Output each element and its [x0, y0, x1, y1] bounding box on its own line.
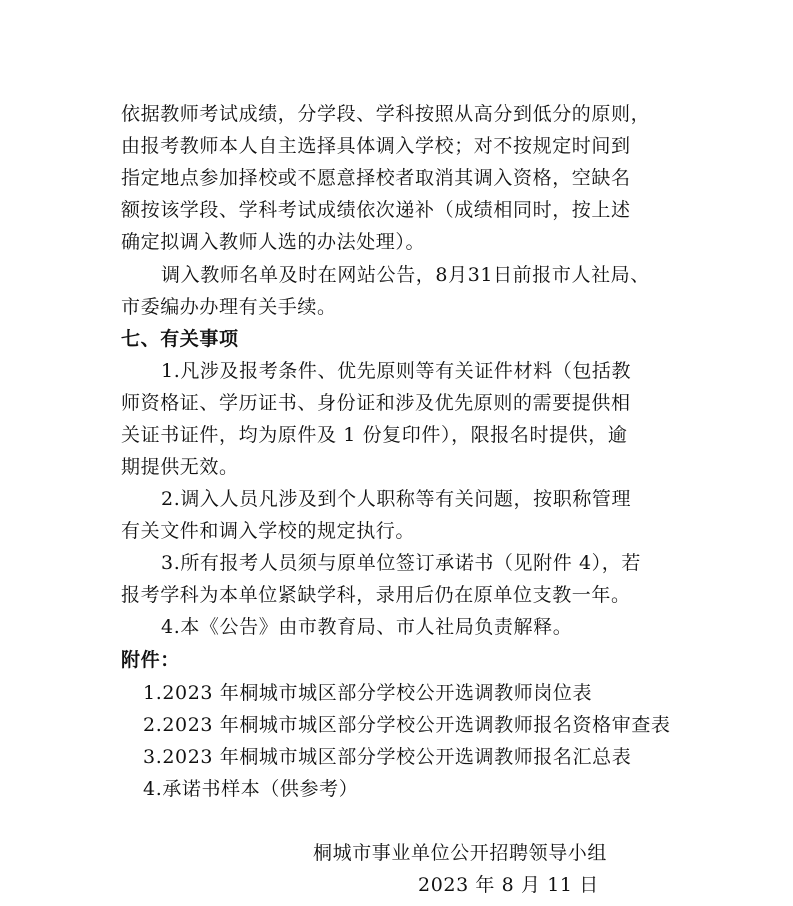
signature-date: 2023 年 8 月 11 日	[418, 874, 599, 896]
attachment-item: 2.2023 年桐城市城区部分学校公开选调教师报名资格审查表	[143, 714, 671, 736]
paragraph-line: 调入教师名单及时在网站公告，8月31日前报市人社局、	[161, 264, 650, 286]
item-line: 4.本《公告》由市教育局、市人社局负责解释。	[161, 616, 573, 638]
item-line: 1.凡涉及报考条件、优先原则等有关证件材料（包括教	[161, 360, 632, 382]
paragraph-line: 确定拟调入教师人选的办法处理）。	[121, 231, 426, 253]
paragraph-line: 指定地点参加择校或不愿意择校者取消其调入资格，空缺名	[121, 167, 631, 189]
attachments-title: 附件：	[121, 649, 180, 671]
item-line: 有关文件和调入学校的规定执行。	[121, 520, 416, 542]
item-line: 师资格证、学历证书、身份证和涉及优先原则的需要提供相	[121, 392, 631, 414]
paragraph-line: 市委编办办理有关手续。	[121, 296, 337, 318]
item-line: 2.调入人员凡涉及到个人职称等有关问题，按职称管理	[161, 488, 632, 510]
attachment-item: 1.2023 年桐城市城区部分学校公开选调教师岗位表	[143, 682, 593, 704]
item-line: 3.所有报考人员须与原单位签订承诺书（见附件 4），若	[161, 552, 641, 574]
paragraph-line: 由报考教师本人自主选择具体调入学校；对不按规定时间到	[121, 135, 631, 157]
item-line: 期提供无效。	[121, 456, 239, 478]
item-line: 报考学科为本单位紧缺学科，录用后仍在原单位支教一年。	[121, 584, 631, 606]
paragraph-line: 依据教师考试成绩，分学段、学科按照从高分到低分的原则，	[121, 103, 651, 125]
attachment-item: 4.承诺书样本（供参考）	[143, 778, 359, 800]
attachment-item: 3.2023 年桐城市城区部分学校公开选调教师报名汇总表	[143, 746, 632, 768]
paragraph-line: 额按该学段、学科考试成绩依次递补（成绩相同时，按上述	[121, 199, 631, 221]
section-title: 七、有关事项	[121, 328, 239, 350]
item-line: 关证书证件，均为原件及 1 份复印件），限报名时提供，逾	[121, 424, 628, 446]
signature-org: 桐城市事业单位公开招聘领导小组	[313, 842, 608, 864]
